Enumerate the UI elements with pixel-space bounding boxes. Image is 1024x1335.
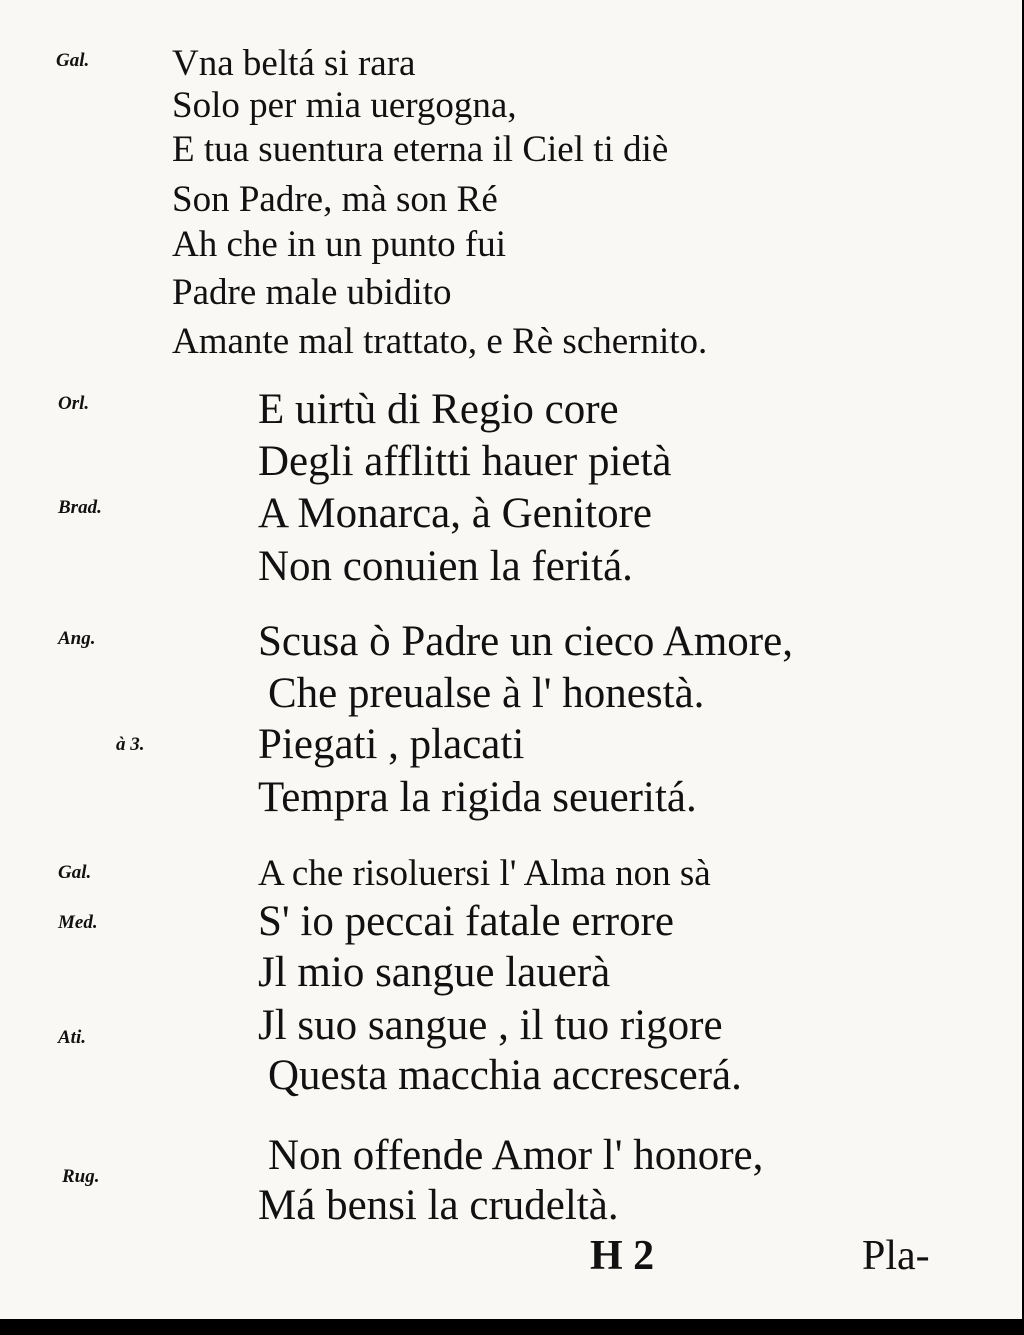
catchword: Pla-: [862, 1233, 930, 1279]
verse-line: Non conuien la feritá.: [258, 543, 633, 590]
verse-line: S' io peccai fatale errore: [258, 898, 674, 945]
verse-line: Non offende Amor l' honore,: [268, 1132, 764, 1179]
verse-line: Solo per mia uergogna,: [172, 85, 517, 126]
verse-line: Vna beltá si rara: [172, 43, 416, 84]
verse-line: E tua suentura eterna il Ciel ti diè: [172, 129, 669, 170]
speaker-label: Orl.: [58, 393, 90, 414]
speaker-label: Ati.: [58, 1027, 86, 1048]
verse-line: Son Padre, mà son Ré: [172, 179, 498, 220]
verse-line: Questa macchia accrescerá.: [268, 1052, 742, 1099]
speaker-label: Gal.: [58, 862, 92, 883]
verse-line: Padre male ubidito: [172, 272, 452, 313]
speaker-label: à 3.: [116, 734, 145, 755]
verse-line: A Monarca, à Genitore: [258, 490, 653, 537]
verse-line: Ah che in un punto fui: [172, 224, 506, 265]
speaker-label: Med.: [58, 912, 98, 933]
speaker-label: Rug.: [62, 1166, 100, 1187]
verse-line: Scusa ò Padre un cieco Amore,: [258, 618, 793, 665]
verse-line: Che preualse à l' honestà.: [268, 670, 705, 717]
verse-line: A che risoluersi l' Alma non sà: [258, 853, 711, 894]
verse-line: E uirtù di Regio core: [258, 386, 619, 433]
speaker-label: Gal.: [56, 50, 90, 71]
verse-line: Degli afflitti hauer pietà: [258, 438, 672, 485]
verse-line: Tempra la rigida seueritá.: [258, 774, 697, 821]
verse-line: Jl suo sangue , il tuo rigore: [258, 1002, 723, 1049]
speaker-label: Ang.: [58, 628, 96, 649]
verse-line: Má bensi la crudeltà.: [258, 1182, 619, 1229]
verse-line: Jl mio sangue lauerà: [258, 949, 611, 996]
verse-line: Piegati , placati: [258, 721, 525, 768]
speaker-label: Brad.: [58, 497, 102, 518]
verse-line: Amante mal trattato, e Rè schernito.: [172, 321, 708, 362]
signature-mark: H 2: [590, 1233, 655, 1279]
